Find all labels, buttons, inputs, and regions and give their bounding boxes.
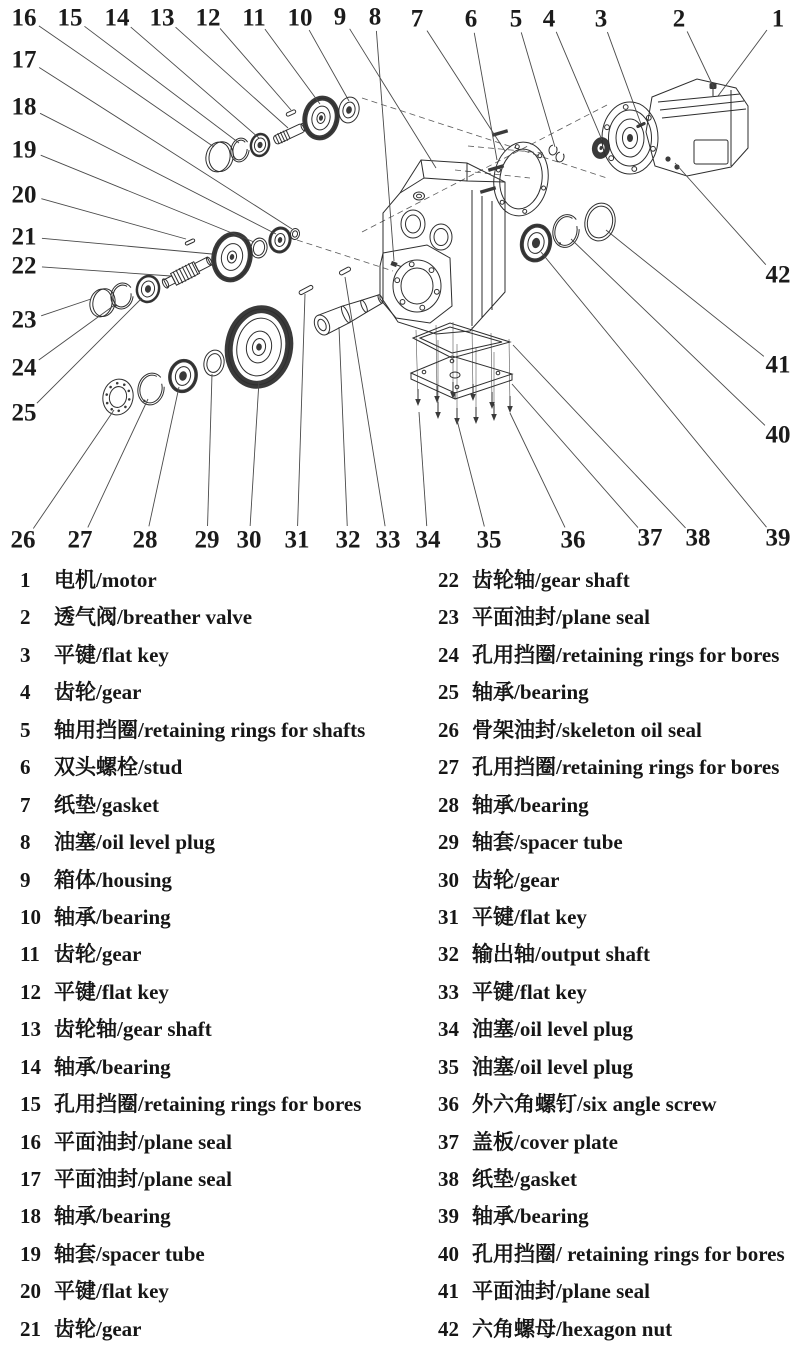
part-label: 孔用挡圈/retaining rings for bores (54, 1092, 362, 1117)
part-label: 齿轮/gear (54, 680, 142, 705)
part-number: 18 (20, 1204, 41, 1229)
retaining-ring-27 (135, 371, 167, 408)
part-label: 轴套/spacer tube (54, 1241, 205, 1266)
gear-30 (223, 304, 295, 389)
part-label: 平面油封/plane seal (472, 1279, 650, 1304)
leader-line-7 (427, 31, 505, 151)
housing-drawing (380, 160, 505, 334)
callout-21: 21 (11, 223, 37, 251)
part-number: 5 (20, 717, 31, 742)
part-number: 1 (20, 568, 31, 592)
leader-line-41 (606, 230, 764, 356)
part-row-9 (20, 862, 365, 899)
motor-drawing (602, 79, 748, 176)
part-label: 平键/flat key (54, 1279, 169, 1304)
part-label: 齿轮轴/gear shaft (472, 568, 630, 592)
callout-13: 13 (149, 4, 175, 32)
part-row-10 (20, 899, 365, 936)
callout-11: 11 (242, 4, 266, 32)
callout-14: 14 (104, 4, 130, 32)
bearing-25 (135, 274, 162, 304)
part-row-37 (438, 1124, 785, 1161)
leader-line-39 (541, 252, 767, 527)
flat-key-31 (298, 285, 313, 296)
part-number: 16 (20, 1129, 41, 1154)
part-row-18 (20, 1198, 365, 1235)
part-row-38 (438, 1161, 785, 1198)
plane-seal-16 (203, 139, 236, 175)
part-row-28 (438, 787, 785, 824)
part-row-7 (20, 787, 365, 824)
part-label: 透气阀/breather valve (54, 605, 253, 630)
part-label: 油塞/oil level plug (54, 830, 216, 855)
callout-41: 41 (765, 351, 791, 379)
part-label: 轴用挡圈/retaining rings for shafts (54, 717, 366, 742)
callout-31: 31 (284, 526, 310, 554)
part-number: 42 (438, 1316, 459, 1341)
callout-3: 3 (594, 5, 608, 33)
part-row-13 (20, 1011, 365, 1048)
part-row-33 (438, 974, 785, 1011)
flat-key-3 (636, 121, 646, 128)
callout-18: 18 (11, 93, 37, 121)
part-label: 轴承/bearing (472, 1204, 589, 1229)
callout-25: 25 (11, 399, 37, 427)
part-row-17 (20, 1161, 365, 1198)
bearing-18 (268, 226, 293, 254)
callout-4: 4 (542, 5, 556, 33)
output-shaft-32 (311, 289, 386, 338)
part-number: 7 (20, 792, 31, 817)
part-label: 平面油封/plane seal (54, 1167, 232, 1191)
part-label: 双头螺栓/stud (54, 755, 183, 780)
part-label: 轴承/bearing (472, 680, 589, 705)
leader-line-25 (37, 298, 142, 403)
leader-line-26 (33, 410, 114, 529)
part-label: 孔用挡圈/retaining rings for bores (472, 642, 780, 667)
intermediate-shaft-assembly (87, 226, 300, 319)
plane-seal-41 (581, 200, 618, 243)
callout-30: 30 (236, 526, 262, 554)
callout-16: 16 (11, 4, 37, 32)
part-row-39 (438, 1198, 785, 1235)
leader-line-10 (309, 30, 349, 101)
part-number: 38 (438, 1167, 459, 1191)
flat-key-20 (185, 238, 195, 245)
leader-line-28 (149, 387, 179, 526)
callout-34: 34 (415, 526, 441, 554)
part-row-25 (438, 674, 785, 711)
gear-21 (210, 231, 255, 283)
leader-line-1 (718, 30, 767, 96)
part-label: 平键/flat key (54, 979, 169, 1004)
plane-seal-23 (87, 286, 117, 320)
leader-line-23 (41, 299, 91, 316)
part-label: 盖板/cover plate (472, 1129, 618, 1154)
part-number: 22 (438, 568, 459, 592)
part-number: 14 (20, 1054, 41, 1079)
part-row-14 (20, 1049, 365, 1086)
callout-layer (11, 4, 791, 554)
part-number: 36 (438, 1092, 459, 1117)
part-number: 8 (20, 830, 31, 855)
callout-42: 42 (765, 261, 791, 289)
part-label: 外六角螺钉/six angle screw (472, 1092, 717, 1117)
part-number: 32 (438, 942, 459, 967)
gear-11 (301, 95, 341, 141)
part-label: 齿轮/gear (54, 942, 142, 967)
callout-7: 7 (410, 5, 424, 33)
part-label: 平键/flat key (54, 642, 169, 667)
part-number: 13 (20, 1017, 41, 1042)
callout-22: 22 (11, 252, 37, 280)
callout-10: 10 (287, 4, 313, 32)
part-row-21 (20, 1311, 365, 1348)
cover-plate-37 (411, 356, 512, 399)
construction-lines (297, 98, 607, 271)
leader-line-36 (510, 413, 565, 527)
output-shaft-assembly (100, 266, 387, 417)
callout-20: 20 (11, 181, 37, 209)
part-row-42 (438, 1311, 785, 1348)
part-number: 23 (438, 605, 459, 630)
part-label: 孔用挡圈/ retaining rings for bores (472, 1241, 785, 1266)
part-number: 17 (20, 1167, 41, 1191)
part-row-3 (20, 637, 365, 674)
part-number: 3 (20, 642, 31, 667)
part-number: 21 (20, 1316, 41, 1341)
leader-line-21 (42, 238, 212, 254)
leader-line-17 (39, 67, 292, 229)
leader-line-4 (556, 32, 602, 140)
part-row-12 (20, 974, 365, 1011)
callout-15: 15 (57, 4, 83, 32)
part-label: 箱体/housing (54, 867, 172, 892)
part-row-32 (438, 936, 785, 973)
part-row-30 (438, 862, 785, 899)
part-number: 9 (20, 867, 31, 892)
part-row-2 (20, 599, 365, 636)
gasket-38 (413, 323, 510, 358)
part-number: 29 (438, 830, 459, 855)
leader-line-11 (265, 29, 320, 104)
callout-40: 40 (765, 421, 791, 449)
part-row-15 (20, 1086, 365, 1123)
part-number: 28 (438, 792, 459, 817)
callout-6: 6 (464, 5, 478, 33)
part-number: 40 (438, 1241, 459, 1266)
part-label: 轴承/bearing (54, 1054, 171, 1079)
callout-1: 1 (771, 5, 785, 33)
callout-12: 12 (195, 4, 221, 32)
callout-26: 26 (10, 526, 36, 554)
leader-line-27 (88, 399, 148, 527)
part-number: 19 (20, 1241, 41, 1266)
part-number: 35 (438, 1054, 459, 1079)
callout-37: 37 (637, 524, 663, 552)
callout-9: 9 (333, 3, 347, 31)
part-label: 油塞/oil level plug (472, 1017, 634, 1042)
part-number: 6 (20, 755, 31, 780)
leader-line-30 (250, 381, 259, 526)
part-label: 轴承/bearing (54, 1204, 171, 1229)
part-row-19 (20, 1236, 365, 1273)
part-label: 轴套/spacer tube (472, 830, 623, 855)
part-number: 27 (438, 755, 459, 780)
part-label: 平面油封/plane seal (472, 605, 650, 630)
part-number: 41 (438, 1279, 459, 1304)
exploded-view-svg (0, 0, 800, 560)
part-row-36 (438, 1086, 785, 1123)
bearing-10 (337, 95, 362, 125)
part-number: 39 (438, 1204, 459, 1229)
leader-line-38 (513, 345, 686, 528)
input-shaft-assembly (203, 95, 361, 175)
bearing-14 (249, 132, 271, 157)
leader-line-8 (376, 31, 394, 261)
part-row-31 (438, 899, 785, 936)
part-number: 26 (438, 717, 459, 742)
leader-line-33 (345, 277, 385, 526)
callout-24: 24 (11, 354, 37, 382)
part-number: 12 (20, 979, 41, 1004)
stud-6c (480, 186, 496, 194)
part-label: 电机/motor (54, 568, 157, 592)
part-label: 轴承/bearing (54, 904, 171, 929)
part-row-6 (20, 749, 365, 786)
leader-line-20 (41, 199, 186, 239)
leader-line-29 (208, 374, 212, 526)
part-row-40 (438, 1236, 785, 1273)
part-label: 油塞/oil level plug (472, 1054, 634, 1079)
part-label: 平键/flat key (472, 904, 587, 929)
hexagon-nut-42a (665, 156, 670, 161)
part-label: 平键/flat key (472, 979, 587, 1004)
part-number: 30 (438, 867, 459, 892)
leader-line-34 (419, 412, 427, 526)
leader-line-18 (40, 113, 276, 234)
callout-19: 19 (11, 136, 37, 164)
part-row-24 (438, 637, 785, 674)
callout-8: 8 (368, 3, 382, 31)
gear-shaft-13 (272, 121, 307, 145)
leader-line-6 (474, 33, 497, 160)
part-number: 31 (438, 904, 459, 929)
part-label: 齿轮轴/gear shaft (54, 1017, 212, 1042)
part-row-26 (438, 712, 785, 749)
part-number: 20 (20, 1279, 41, 1304)
gear-shaft-22 (160, 254, 214, 292)
part-row-35 (438, 1049, 785, 1086)
parts-list-left-column (20, 562, 365, 1348)
leader-line-16 (39, 26, 214, 147)
leader-line-14 (131, 27, 259, 138)
callout-5: 5 (509, 5, 523, 33)
part-number: 11 (20, 942, 40, 967)
leader-line-35 (457, 420, 484, 526)
part-row-8 (20, 824, 365, 861)
part-label: 六角螺母/hexagon nut (472, 1316, 673, 1341)
callout-35: 35 (476, 526, 502, 554)
part-row-22 (438, 562, 785, 599)
part-row-16 (20, 1124, 365, 1161)
part-number: 15 (20, 1092, 41, 1117)
part-label: 齿轮/gear (54, 1316, 142, 1341)
part-number: 25 (438, 680, 459, 705)
leader-line-5 (521, 32, 555, 147)
retaining-ring-40 (550, 212, 582, 250)
screws-and-plugs (415, 382, 513, 425)
leader-line-31 (298, 294, 305, 526)
part-row-4 (20, 674, 365, 711)
leader-line-12 (220, 28, 291, 110)
part-row-5 (20, 712, 365, 749)
part-number: 2 (20, 605, 31, 630)
part-label: 纸垫/gasket (54, 792, 159, 817)
part-label: 骨架油封/skeleton oil seal (472, 717, 702, 742)
part-row-29 (438, 824, 785, 861)
part-number: 24 (438, 642, 459, 667)
callout-17: 17 (11, 46, 37, 74)
part-label: 平面油封/plane seal (54, 1129, 232, 1154)
part-row-23 (438, 599, 785, 636)
leader-line-40 (571, 239, 765, 425)
part-row-20 (20, 1273, 365, 1310)
parts-list-right-column (420, 562, 785, 1348)
flat-key-33 (339, 266, 351, 275)
part-row-11 (20, 936, 365, 973)
part-row-1 (20, 562, 365, 599)
cover-plate-parts (411, 322, 513, 425)
bearing-28 (167, 358, 199, 394)
bearing-39 (519, 223, 554, 263)
part-label: 轴承/bearing (472, 792, 589, 817)
part-label: 输出轴/output shaft (472, 942, 650, 967)
callout-32: 32 (335, 526, 361, 554)
stud-6a (492, 129, 508, 137)
part-row-41 (438, 1273, 785, 1310)
callout-27: 27 (67, 526, 93, 554)
part-number: 34 (438, 1017, 459, 1042)
leader-line-42 (675, 163, 766, 265)
callout-29: 29 (194, 526, 220, 554)
callout-36: 36 (560, 526, 586, 554)
part-row-34 (438, 1011, 785, 1048)
part-row-27 (438, 749, 785, 786)
part-number: 33 (438, 979, 459, 1004)
part-number: 4 (20, 680, 31, 705)
part-label: 孔用挡圈/retaining rings for bores (472, 755, 780, 780)
part-number: 37 (438, 1129, 459, 1154)
callout-28: 28 (132, 526, 158, 554)
part-label: 纸垫/gasket (472, 1167, 577, 1191)
flat-key-12 (286, 109, 297, 116)
callout-33: 33 (375, 526, 401, 554)
leader-line-32 (339, 327, 347, 526)
callout-38: 38 (685, 524, 711, 552)
part-number: 10 (20, 904, 41, 929)
callout-39: 39 (765, 524, 791, 552)
callout-23: 23 (11, 306, 37, 334)
part-label: 齿轮/gear (472, 867, 560, 892)
leader-line-22 (42, 267, 171, 276)
skeleton-oil-seal-26 (100, 376, 137, 417)
callout-2: 2 (672, 5, 686, 33)
spacer-tube-29 (202, 348, 227, 378)
leader-line-15 (84, 26, 239, 143)
